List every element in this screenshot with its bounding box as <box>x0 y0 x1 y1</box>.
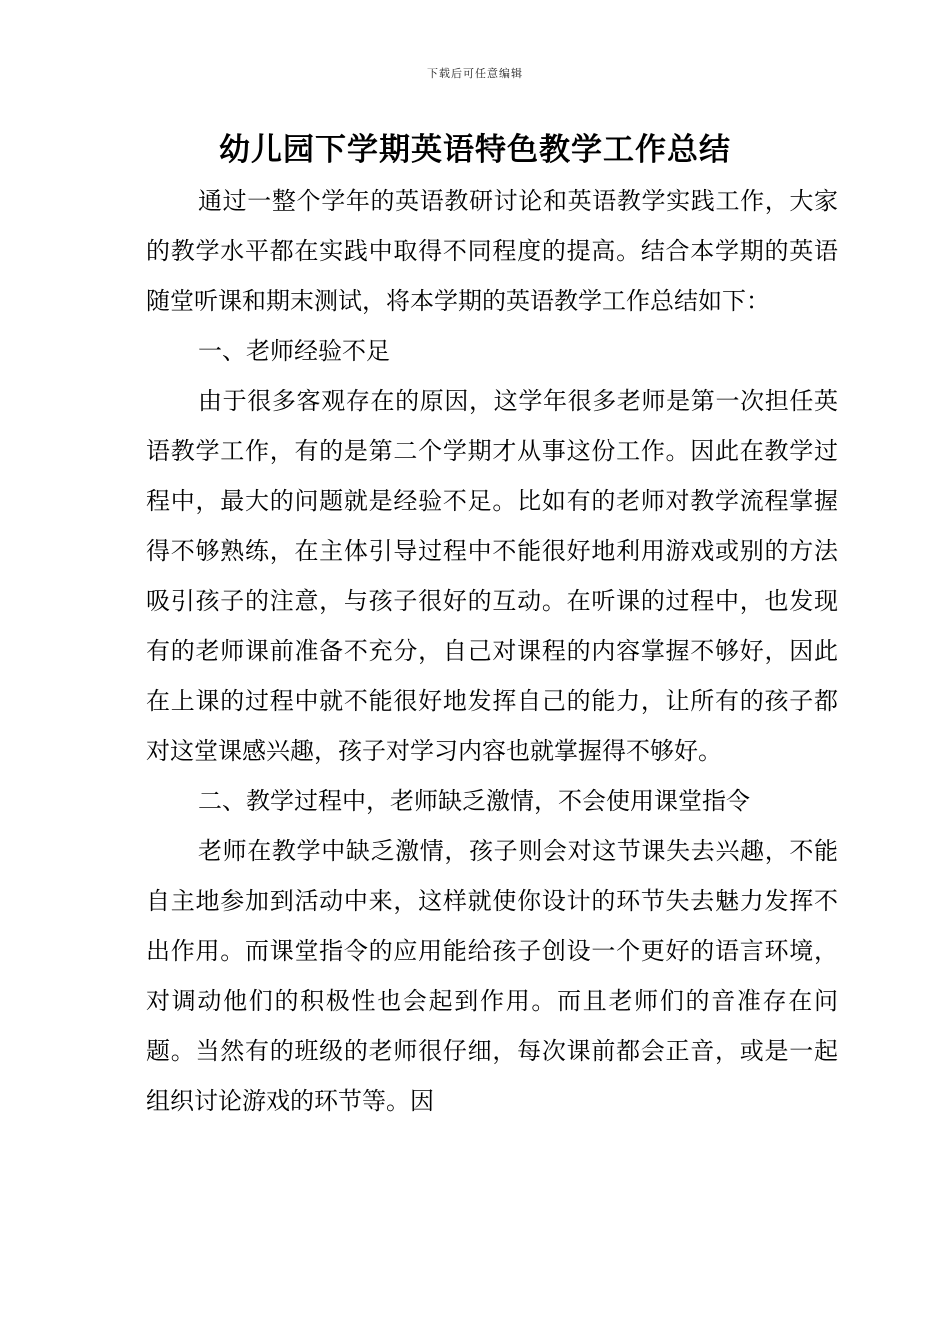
body-paragraph: 由于很多客观存在的原因，这学年很多老师是第一次担任英语教学工作，有的是第二个学期才从事这份工作。因此在教学过程中，最大的问题就是经验不足。比如有的老师对教学流程掌握得不够熟练，在主体引导过程中不能很好地利用游戏或别的方法吸引孩子的注意，与孩子很好的互动。在听课的过程中，也发现有的老师课前准备不充分，自己对课程的内容掌握不够好，因此在上课的过程中就不能很好地发挥自己的能力，让所有的孩子都对这堂课感兴趣，孩子对学习内容也就掌握得不够好。 <box>146 387 838 765</box>
header-note: 下载后可任意编辑 <box>427 67 523 80</box>
document-title: 幼儿园下学期英语特色教学工作总结 <box>219 132 731 168</box>
section-heading: 二、教学过程中，老师缺乏激情，不会使用课堂指令 <box>198 787 750 815</box>
section-heading: 一、老师经验不足 <box>198 337 390 365</box>
body-paragraph: 老师在教学中缺乏激情，孩子则会对这节课失去兴趣，不能自主地参加到活动中来，这样就使你设计的环节失去魅力发挥不出作用。而课堂指令的应用能给孩子创设一个更好的语言环境，对调动他们的积极性也会起到作用。而且老师们的音准存在问题。当然有的班级的老师很仔细，每次课前都会正音，或是一起组织讨论游戏的环节等。因 <box>146 837 838 1115</box>
body-paragraph: 通过一整个学年的英语教研讨论和英语教学实践工作，大家的教学水平都在实践中取得不同程度的提高。结合本学期的英语随堂听课和期末测试，将本学期的英语教学工作总结如下： <box>146 187 838 315</box>
document-body <box>146 176 838 1126</box>
